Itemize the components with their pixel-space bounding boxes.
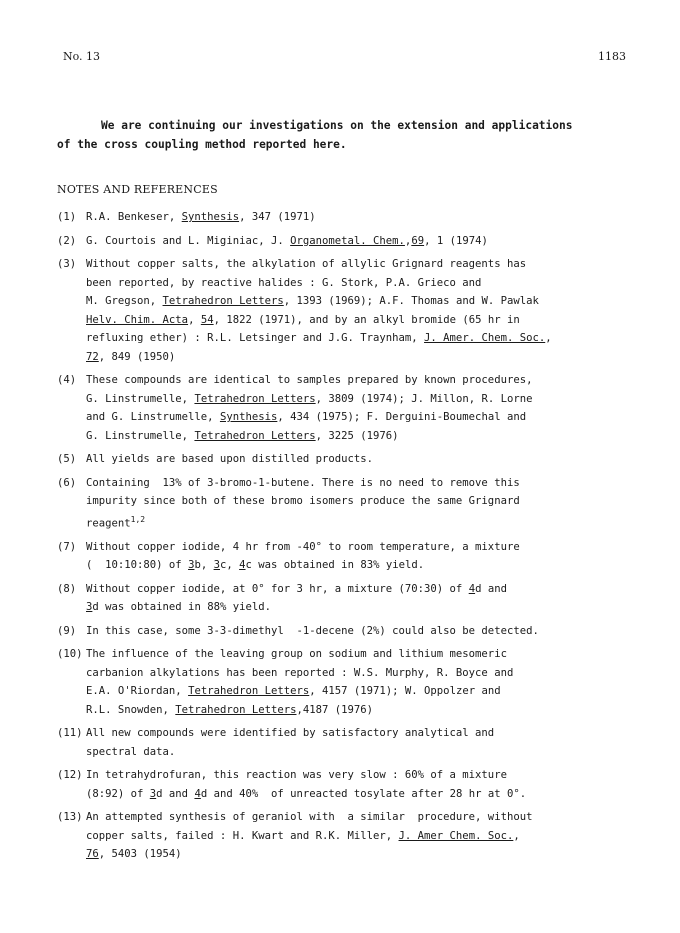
reference-fragment: Without copper salts, the alkylation of allylic Grignard reagents has: [86, 258, 527, 270]
reference-line: [86, 701, 637, 720]
reference-fragment: , 1393 (1969); A.F. Thomas and W. Pawlak: [283, 295, 539, 307]
reference-fragment: been reported, by reactive halides : G. Stork, P.A. Grieco and: [86, 276, 482, 289]
reference-fragment: ,: [545, 332, 552, 344]
reference-fragment: ,: [188, 313, 201, 326]
reference-line: [86, 766, 637, 785]
page-number: 1183: [598, 50, 626, 63]
reference-line: [86, 492, 637, 511]
reference-number: (12): [57, 769, 83, 782]
reference-number: (1): [57, 211, 77, 223]
reference-line: [86, 538, 637, 557]
reference-fragment: M. Gregson,: [86, 295, 163, 307]
citation-emphasis: J. Amer. Chem. Soc.: [424, 332, 546, 344]
reference-item: [57, 580, 637, 617]
citation-emphasis: Tetrahedron Letters: [188, 685, 310, 698]
reference-line: [86, 292, 637, 311]
reference-text: [86, 208, 637, 227]
citation-emphasis: Tetrahedron Letters: [162, 295, 284, 307]
reference-fragment: , 1822 (1971), and by an alkyl bromide (65 hr in: [213, 313, 520, 326]
citation-emphasis: 72: [86, 350, 99, 363]
reference-number: (11): [57, 727, 83, 740]
reference-fragment: ,4187 (1976): [296, 703, 374, 716]
reference-line: [86, 598, 637, 617]
reference-fragment: G. Courtois and L. Miginiac, J.: [86, 234, 291, 247]
reference-text: [86, 255, 637, 366]
reference-text: [86, 538, 637, 575]
reference-text: [86, 622, 637, 641]
reference-fragment: Without copper iodide, 4 hr from -40° to room temperature, a mixture: [86, 540, 520, 553]
citation-emphasis: 54: [200, 313, 214, 326]
reference-fragment: carbanion alkylations has been reported : W.S. Murphy, R. Boyce and: [86, 666, 514, 679]
reference-line: [86, 474, 637, 493]
citation-emphasis: Tetrahedron Letters: [194, 429, 316, 442]
citation-emphasis: Tetrahedron Letters: [194, 392, 316, 405]
section-title: NOTES AND REFERENCES: [57, 183, 218, 196]
reference-number: (5): [57, 453, 77, 465]
reference-fragment: All yields are based upon distilled products.: [86, 453, 374, 465]
reference-text: [86, 371, 637, 445]
reference-line: [86, 371, 637, 390]
reference-fragment: d and: [475, 582, 507, 595]
reference-number: (4): [57, 374, 77, 386]
reference-item: [57, 766, 637, 803]
reference-text: [86, 645, 637, 719]
reference-fragment: refluxing ether) : R.L. Letsinger and J.G. Traynham,: [86, 332, 425, 344]
reference-line: [86, 808, 637, 827]
reference-fragment: , 5403 (1954): [98, 848, 182, 861]
reference-fragment: copper salts, failed : H. Kwart and R.K. Miller,: [86, 829, 399, 842]
reference-fragment: These compounds are identical to samples prepared by known procedures,: [86, 374, 533, 386]
reference-item: [57, 371, 637, 445]
reference-fragment: G. Linstrumelle,: [86, 392, 195, 405]
reference-line: [86, 232, 637, 251]
reference-item: [57, 474, 637, 533]
reference-line: [86, 785, 637, 804]
reference-fragment: , 4157 (1971); W. Oppolzer and: [309, 685, 501, 698]
reference-line: [86, 311, 637, 330]
reference-line: [86, 450, 637, 469]
reference-fragment: An attempted synthesis of geraniol with a similar procedure, without: [86, 811, 533, 824]
intro-paragraph: [57, 116, 627, 154]
reference-number: (10): [57, 648, 83, 661]
intro-line: We are continuing our investigations on the extension and applications: [101, 119, 573, 132]
reference-line: [86, 255, 637, 274]
reference-item: [57, 255, 637, 366]
reference-item: [57, 538, 637, 575]
reference-fragment: , 434 (1975); F. Derguini-Boumechal and: [277, 411, 527, 423]
reference-fragment: In tetrahydrofuran, this reaction was very slow : 60% of a mixture: [86, 769, 507, 782]
reference-line: [86, 348, 637, 367]
reference-line: [86, 580, 637, 599]
reference-line: [86, 427, 637, 446]
citation-emphasis: 3: [188, 559, 195, 572]
reference-list: [57, 208, 637, 869]
reference-fragment: d and 40% of unreacted tosylate after 28 hr at 0°.: [200, 787, 527, 800]
intro-line: of the cross coupling method reported here.: [57, 138, 347, 151]
citation-emphasis: 76: [86, 848, 99, 861]
reference-number: (13): [57, 811, 83, 824]
citation-emphasis: 3: [213, 559, 220, 572]
reference-line: [86, 274, 637, 293]
reference-fragment: c,: [219, 559, 240, 572]
reference-fragment: Containing 13% of 3-bromo-1-butene. There is no need to remove this: [86, 476, 520, 489]
reference-fragment: ,: [404, 234, 412, 247]
journal-issue: No. 13: [63, 50, 101, 63]
citation-emphasis: Synthesis: [219, 411, 278, 423]
reference-fragment: R.L. Snowden,: [86, 703, 176, 716]
reference-fragment: E.A. O'Riordan,: [86, 685, 189, 698]
reference-fragment: , 3225 (1976): [315, 429, 399, 442]
citation-emphasis: Helv. Chim. Acta: [86, 313, 189, 326]
reference-line: [86, 622, 637, 641]
reference-fragment: c was obtained in 83% yield.: [245, 559, 425, 572]
citation-emphasis: J. Amer Chem. Soc.: [398, 829, 514, 842]
reference-line: [86, 845, 637, 864]
reference-fragment: 1,2: [130, 514, 146, 524]
reference-line: [86, 329, 637, 348]
reference-item: [57, 622, 637, 641]
reference-line: [86, 556, 637, 575]
reference-number: (2): [57, 234, 77, 247]
reference-fragment: ( 10:10:80) of: [86, 559, 189, 572]
reference-number: (6): [57, 476, 77, 489]
reference-fragment: , 849 (1950): [98, 350, 176, 363]
reference-fragment: In this case, some 3-3-dimethyl -1-decene (2%) could also be detected.: [86, 624, 539, 637]
reference-line: [86, 511, 637, 533]
reference-fragment: R.A. Benkeser,: [86, 211, 182, 223]
reference-item: [57, 645, 637, 719]
reference-fragment: , 347 (1971): [239, 211, 316, 223]
reference-item: [57, 808, 637, 864]
reference-text: [86, 474, 637, 533]
citation-emphasis: Tetrahedron Letters: [175, 703, 297, 716]
citation-emphasis: 4: [239, 559, 246, 572]
reference-fragment: , 1 (1974): [424, 234, 488, 247]
reference-item: [57, 450, 637, 469]
reference-item: [57, 232, 637, 251]
reference-fragment: reagent: [86, 517, 131, 530]
citation-emphasis: 69: [411, 234, 425, 247]
reference-text: [86, 580, 637, 617]
reference-item: [57, 208, 637, 227]
reference-text: [86, 724, 637, 761]
reference-fragment: b,: [194, 559, 214, 572]
reference-fragment: Without copper iodide, at 0° for 3 hr, a mixture (70:30) of: [86, 582, 469, 595]
reference-line: [86, 743, 637, 762]
reference-line: [86, 682, 637, 701]
reference-line: [86, 208, 637, 227]
reference-item: [57, 724, 637, 761]
reference-text: [86, 450, 637, 469]
reference-fragment: G. Linstrumelle,: [86, 429, 195, 442]
reference-fragment: impurity since both of these bromo isomers produce the same Grignard: [86, 495, 520, 507]
reference-fragment: (8:92) of: [86, 787, 150, 800]
reference-fragment: , 3809 (1974); J. Millon, R. Lorne: [315, 392, 533, 405]
citation-emphasis: 4: [468, 582, 476, 595]
reference-fragment: d was obtained in 88% yield.: [92, 601, 271, 614]
citation-emphasis: 4: [194, 787, 201, 800]
citation-emphasis: Synthesis: [181, 211, 240, 223]
reference-text: [86, 808, 637, 864]
reference-line: [86, 664, 637, 683]
reference-line: [86, 827, 637, 846]
reference-fragment: The influence of the leaving group on sodium and lithium mesomeric: [86, 648, 507, 661]
reference-text: [86, 766, 637, 803]
reference-fragment: spectral data.: [86, 745, 176, 758]
reference-fragment: All new compounds were identified by satisfactory analytical and: [86, 727, 495, 740]
reference-fragment: ,: [513, 829, 520, 842]
citation-emphasis: Organometal. Chem.: [290, 234, 405, 247]
citation-emphasis: 3: [86, 601, 93, 614]
reference-fragment: and G. Linstrumelle,: [86, 411, 220, 423]
reference-fragment: d and: [156, 787, 195, 800]
citation-emphasis: 3: [149, 787, 157, 800]
reference-line: [86, 408, 637, 427]
reference-number: (7): [57, 540, 77, 553]
reference-line: [86, 724, 637, 743]
reference-line: [86, 645, 637, 664]
reference-number: (3): [57, 258, 77, 270]
reference-number: (8): [57, 582, 77, 595]
reference-line: [86, 390, 637, 409]
reference-text: [86, 232, 637, 251]
reference-number: (9): [57, 624, 77, 637]
